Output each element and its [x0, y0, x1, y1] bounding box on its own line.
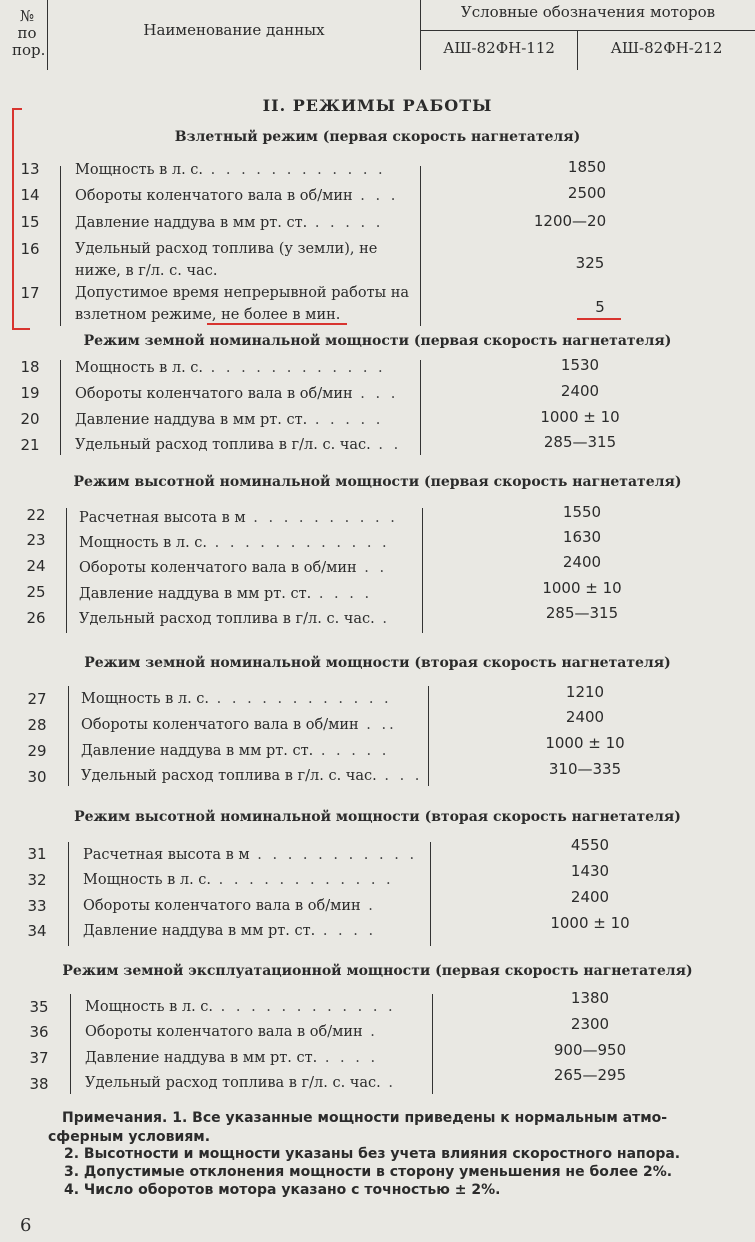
- section-title: II. РЕЖИМЫ РАБОТЫ: [262, 96, 493, 115]
- row-label: Мощность в л. с. . . . . . . . . . . . .: [81, 691, 392, 707]
- row-value: 1850: [567, 158, 607, 176]
- row-label: Мощность в л. с. . . . . . . . . . . . .: [75, 162, 386, 178]
- note-line: Примечания. 1. Все указанные мощности приведены к нормальным атмо-: [62, 1110, 668, 1126]
- row-number: 19: [20, 384, 40, 402]
- row-divider-left-5: [68, 842, 69, 946]
- row-divider-left-2: [60, 360, 61, 455]
- annotation-underline-value: [577, 318, 621, 320]
- row-value: 1210: [565, 683, 605, 701]
- row-value: 325: [575, 254, 605, 272]
- row-value: 1000 ± 10: [542, 579, 622, 597]
- row-divider-right-6: [432, 994, 433, 1094]
- row-number: 37: [29, 1049, 49, 1067]
- row-number: 32: [27, 871, 47, 889]
- row-number: 16: [20, 240, 40, 258]
- row-value: 1530: [560, 356, 600, 374]
- row-label: Удельный расход топлива (у земли), не ниже, в г/л. с. час.: [75, 241, 378, 279]
- note-line: 3. Допустимые отклонения мощности в сторону уменьшения не более 2%.: [64, 1164, 673, 1180]
- row-label: Обороты коленчатого вала в об/мин .: [85, 1024, 378, 1040]
- page-number: 6: [20, 1215, 32, 1236]
- row-number: 24: [26, 557, 46, 575]
- row-value: 1630: [562, 528, 602, 546]
- row-divider-left-1: [60, 166, 61, 326]
- row-label: Расчетная высота в м . . . . . . . . . . .: [83, 847, 418, 863]
- annotation-bracket-bottom: [12, 328, 30, 330]
- row-value: 900—950: [553, 1041, 627, 1059]
- mode-title-2: Режим земной номинальной мощности (первая скорость нагнетателя): [83, 333, 672, 349]
- row-divider-right-4: [428, 686, 429, 786]
- row-label: Удельный расход топлива в г/л. с. час. .: [85, 1075, 396, 1091]
- row-value: 2400: [570, 888, 610, 906]
- row-number: 38: [29, 1075, 49, 1093]
- mode-title-5: Режим высотной номинальной мощности (вторая скорость нагнетателя): [74, 809, 681, 825]
- header-motor-2: АШ-82ФН-212: [610, 39, 723, 57]
- row-number: 33: [27, 897, 47, 915]
- row-number: 25: [26, 583, 46, 601]
- row-label: Давление наддува в мм рт. ст. . . . .: [85, 1050, 379, 1066]
- row-number: 34: [27, 922, 47, 940]
- row-label: Расчетная высота в м . . . . . . . . . .: [79, 510, 398, 526]
- mode-title-1: Взлетный режим (первая скорость нагнетателя): [174, 129, 581, 145]
- row-value: 285—315: [545, 604, 619, 622]
- row-divider-left-4: [68, 686, 69, 786]
- row-value: 5: [595, 298, 605, 316]
- row-divider-left-6: [70, 994, 71, 1094]
- header-num-col: № по пор.: [12, 7, 46, 59]
- row-value: 2300: [570, 1015, 610, 1033]
- row-label: Мощность в л. с. . . . . . . . . . . . .: [79, 535, 390, 551]
- header-motors-title: Условные обозначения моторов: [460, 3, 716, 21]
- row-number: 29: [27, 742, 47, 760]
- row-value: 1000 ± 10: [545, 734, 625, 752]
- row-number: 28: [27, 716, 47, 734]
- row-number: 31: [27, 845, 47, 863]
- row-number: 20: [20, 410, 40, 428]
- annotation-underline-label: [207, 323, 347, 325]
- row-number: 17: [20, 284, 40, 302]
- row-label: Давление наддува в мм рт. ст. . . . .: [83, 923, 377, 939]
- row-number: 21: [20, 436, 40, 454]
- row-value: 1550: [562, 503, 602, 521]
- row-number: 13: [20, 160, 40, 178]
- row-label: Мощность в л. с. . . . . . . . . . . . .: [75, 360, 386, 376]
- row-number: 23: [26, 531, 46, 549]
- mode-title-4: Режим земной номинальной мощности (вторая скорость нагнетателя): [84, 655, 671, 671]
- row-value: 1000 ± 10: [540, 408, 620, 426]
- row-number: 26: [26, 609, 46, 627]
- row-number: 14: [20, 186, 40, 204]
- row-divider-right-3: [422, 508, 423, 633]
- row-value: 1430: [570, 862, 610, 880]
- row-value: 265—295: [553, 1066, 627, 1084]
- header-motor-1: АШ-82ФН-112: [443, 39, 555, 57]
- row-label: Давление наддува в мм рт. ст. . . . . .: [75, 412, 384, 428]
- row-number: 22: [26, 506, 46, 524]
- row-value: 1000 ± 10: [550, 914, 630, 932]
- row-value: 1200—20: [533, 212, 607, 230]
- row-number: 35: [29, 998, 49, 1016]
- row-divider-right-2: [420, 360, 421, 455]
- row-value: 1380: [570, 989, 610, 1007]
- row-label: Давление наддува в мм рт. ст. . . . . .: [75, 215, 384, 231]
- row-label: Давление наддува в мм рт. ст. . . . .: [79, 586, 373, 602]
- header-divider-h: [420, 30, 755, 31]
- row-value: 4550: [570, 836, 610, 854]
- row-number: 36: [29, 1023, 49, 1041]
- row-number: 18: [20, 358, 40, 376]
- row-label: Обороты коленчатого вала в об/мин . . .: [75, 386, 399, 402]
- row-label: Мощность в л. с. . . . . . . . . . . . .: [83, 872, 394, 888]
- row-label: Обороты коленчатого вала в об/мин .: [83, 898, 376, 914]
- row-label: Допустимое время непрерывной работы на взлетном режиме, не более в мин.: [75, 285, 410, 323]
- row-label: Давление наддува в мм рт. ст. . . . . .: [81, 743, 390, 759]
- row-label: Удельный расход топлива в г/л. с. час. . . .: [81, 768, 423, 784]
- row-number: 27: [27, 690, 47, 708]
- note-line: 4. Число оборотов мотора указано с точностью ± 2%.: [64, 1182, 501, 1198]
- row-divider-left-3: [66, 508, 67, 633]
- row-number: 15: [20, 213, 40, 231]
- row-divider-right-5: [430, 842, 431, 946]
- row-label: Мощность в л. с. . . . . . . . . . . . .: [85, 999, 396, 1015]
- row-value: 2400: [562, 553, 602, 571]
- row-label: Обороты коленчатого вала в об/мин . ..: [81, 717, 397, 733]
- row-label: Удельный расход топлива в г/л. с. час. . .: [75, 437, 402, 453]
- row-value: 310—335: [548, 760, 622, 778]
- row-value: 2500: [567, 184, 607, 202]
- row-label: Обороты коленчатого вала в об/мин . . .: [75, 188, 399, 204]
- row-value: 285—315: [543, 433, 617, 451]
- row-label: Удельный расход топлива в г/л. с. час. .: [79, 611, 390, 627]
- row-divider-right-1: [420, 166, 421, 326]
- mode-title-3: Режим высотной номинальной мощности (первая скорость нагнетателя): [73, 474, 682, 490]
- row-value: 2400: [560, 382, 600, 400]
- mode-title-6: Режим земной эксплуатационной мощности (первая скорость нагнетателя): [62, 963, 693, 979]
- row-value: 2400: [565, 708, 605, 726]
- note-line: сферным условиям.: [48, 1129, 211, 1145]
- row-label: Обороты коленчатого вала в об/мин . .: [79, 560, 388, 576]
- row-number: 30: [27, 768, 47, 786]
- note-line: 2. Высотности и мощности указаны без учета влияния скоростного напора.: [64, 1146, 681, 1162]
- header-name-col: Наименование данных: [143, 21, 325, 39]
